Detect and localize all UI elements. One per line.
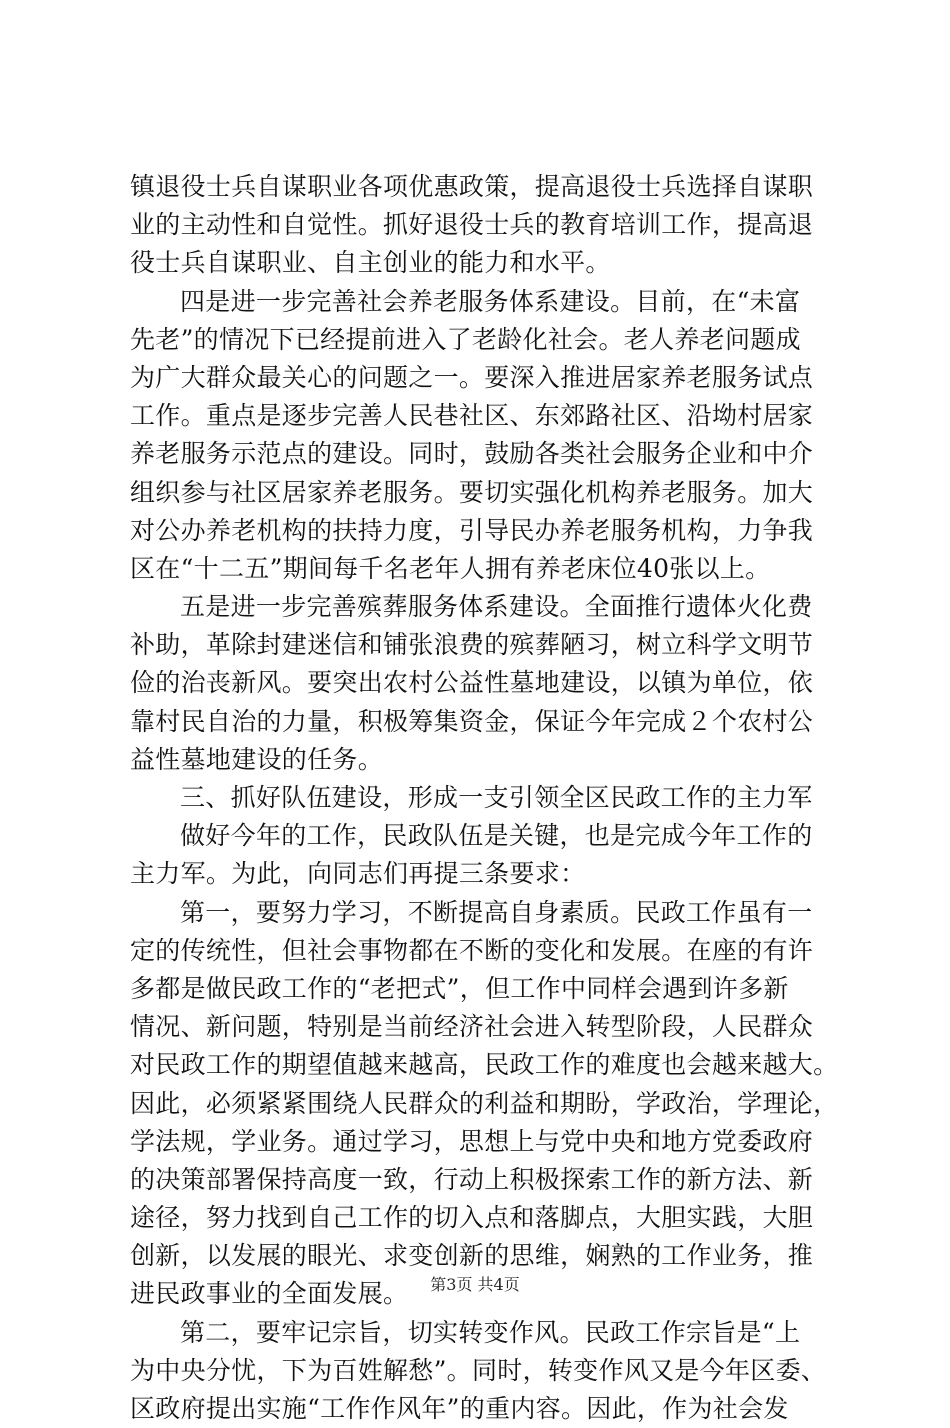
text-line: 因此，必须紧紧围绕人民群众的利益和期盼，学政治，学理论， [130, 1088, 839, 1118]
text-line: 五是进一步完善殡葬服务体系建设。全面推行遗体火化费 [180, 592, 813, 622]
text-line: 学法规，学业务。通过学习，思想上与党中央和地方党委政府 [130, 1126, 814, 1156]
text-line: 四是进一步完善社会养老服务体系建设。目前，在“未富 [180, 286, 801, 316]
text-line: 工作。重点是逐步完善人民巷社区、东郊路社区、沿坳村居家 [130, 401, 814, 431]
text-line: 做好今年的工作，民政队伍是关键，也是完成今年工作的 [180, 821, 813, 851]
text-line: 役士兵自谋职业、自主创业的能力和水平。 [130, 248, 611, 278]
text-line: 益性墓地建设的任务。 [130, 744, 384, 774]
text-line: 组织参与社区居家养老服务。要切实强化机构养老服务。加大 [130, 477, 814, 507]
text-line: 第二，要牢记宗旨，切实转变作风。民政工作宗旨是“上 [180, 1317, 801, 1347]
text-line: 区政府提出实施“工作作风年”的重内容。因此，作为社会发 [130, 1394, 789, 1423]
text-line: 情况、新问题，特别是当前经济社会进入转型阶段，人民群众 [130, 1012, 814, 1042]
text-line: 养老服务示范点的建设。同时，鼓励各类社会服务企业和中介 [130, 439, 814, 469]
text-line: 定的传统性，但社会事物都在不断的变化和发展。在座的有许 [130, 935, 814, 965]
text-line: 区在“十二五”期间每千名老年人拥有养老床位40张以上。 [130, 553, 771, 583]
text-line: 补助，革除封建迷信和铺张浪费的殡葬陋习，树立科学文明节 [130, 630, 814, 660]
page-footer: 第3页 共4页 [430, 1275, 520, 1294]
text-line: 为中央分忧，下为百姓解愁”。同时，转变作风又是今年区委、 [130, 1355, 827, 1385]
text-line: 进民政事业的全面发展。 [130, 1279, 409, 1309]
text-line: 先老”的情况下已经提前进入了老龄化社会。老人养老问题成 [130, 324, 801, 354]
text-line: 业的主动性和自觉性。抓好退役士兵的教育培训工作，提高退 [130, 210, 814, 240]
text-line: 主力军。为此，向同志们再提三条要求： [130, 859, 586, 889]
text-line: 多都是做民政工作的“老把式”，但工作中同样会遇到许多新 [130, 973, 789, 1003]
text-line: 途径，努力找到自己工作的切入点和落脚点，大胆实践，大胆 [130, 1203, 814, 1233]
text-line: 为广大群众最关心的问题之一。要深入推进居家养老服务试点 [130, 362, 814, 392]
text-line: 创新，以发展的眼光、求变创新的思维，娴熟的工作业务，推 [130, 1241, 814, 1271]
document-body [130, 168, 839, 1428]
text-line: 对公办养老机构的扶持力度，引导民办养老服务机构，力争我 [130, 515, 814, 545]
text-line: 俭的治丧新风。要突出农村公益性墓地建设，以镇为单位，依 [130, 668, 814, 698]
text-line: 靠村民自治的力量，积极筹集资金，保证今年完成２个农村公 [130, 706, 814, 736]
text-line: 镇退役士兵自谋职业各项优惠政策，提高退役士兵选择自谋职 [130, 172, 814, 201]
text-line: 的决策部署保持高度一致，行动上积极探索工作的新方法、新 [130, 1164, 814, 1194]
text-line: 第一，要努力学习，不断提高自身素质。民政工作虽有一 [180, 897, 813, 927]
text-line: 对民政工作的期望值越来越高，民政工作的难度也会越来越大。 [130, 1050, 839, 1080]
text-line: 三、抓好队伍建设，形成一支引领全区民政工作的主力军 [180, 783, 813, 812]
